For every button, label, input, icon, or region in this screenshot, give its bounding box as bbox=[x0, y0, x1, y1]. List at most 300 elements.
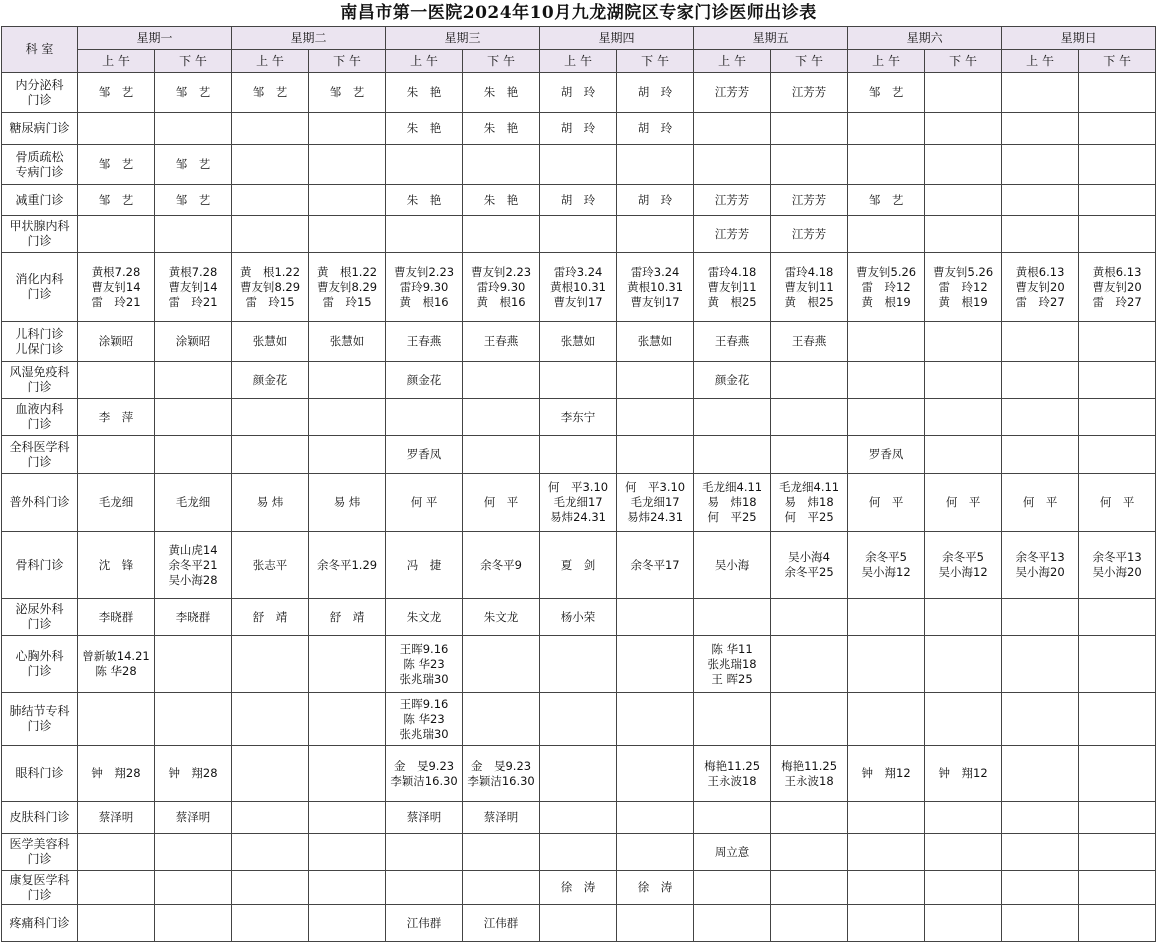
schedule-cell bbox=[463, 145, 540, 185]
schedule-cell bbox=[1079, 636, 1156, 693]
schedule-cell bbox=[386, 322, 463, 362]
schedule-cell bbox=[771, 746, 848, 802]
schedule-cell bbox=[617, 802, 694, 834]
dept-cell bbox=[2, 216, 78, 253]
doctor-entry: 余冬平13 bbox=[1092, 550, 1142, 564]
schedule-cell bbox=[848, 599, 925, 636]
schedule-cell bbox=[617, 636, 694, 693]
schedule-cell bbox=[694, 113, 771, 145]
schedule-cell bbox=[232, 532, 309, 599]
session-header-pm: 下 午 bbox=[925, 50, 1002, 73]
schedule-cell bbox=[617, 871, 694, 905]
doctor-entry: 邹 艺 bbox=[98, 85, 134, 99]
schedule-cell bbox=[848, 145, 925, 185]
day-header-sun: 星期日 bbox=[1002, 27, 1156, 50]
schedule-cell bbox=[848, 399, 925, 436]
schedule-cell bbox=[1079, 693, 1156, 746]
doctor-entry: 黄 根25 bbox=[784, 294, 834, 309]
schedule-cell bbox=[925, 746, 1002, 802]
dept-label: 门诊 bbox=[27, 380, 52, 394]
schedule-cell bbox=[386, 216, 463, 253]
schedule-cell bbox=[1079, 216, 1156, 253]
page-title: 南昌市第一医院2024年10月九龙湖院区专家门诊医师出诊表 bbox=[340, 3, 817, 23]
dept-label: 内分泌科 bbox=[15, 77, 64, 92]
doctor-entry: 黄 根16 bbox=[476, 294, 526, 309]
schedule-cell bbox=[386, 746, 463, 802]
schedule-cell bbox=[848, 802, 925, 834]
schedule-cell bbox=[1002, 399, 1079, 436]
doctor-entry: 黄 根19 bbox=[938, 294, 988, 309]
table-row bbox=[2, 185, 1156, 216]
schedule-cell bbox=[309, 599, 386, 636]
doctor-entry: 雷 玲15 bbox=[245, 294, 295, 309]
doctor-entry: 蔡泽明 bbox=[98, 810, 134, 824]
schedule-cell bbox=[771, 145, 848, 185]
schedule-cell bbox=[309, 834, 386, 871]
schedule-cell bbox=[1079, 113, 1156, 145]
schedule-cell bbox=[155, 322, 232, 362]
schedule-cell bbox=[694, 746, 771, 802]
schedule-cell bbox=[386, 871, 463, 905]
schedule-cell bbox=[694, 145, 771, 185]
schedule-cell bbox=[309, 905, 386, 942]
schedule-cell bbox=[78, 253, 155, 322]
doctor-entry: 易 炜 bbox=[333, 495, 361, 509]
doctor-entry: 朱文龙 bbox=[483, 609, 519, 624]
schedule-cell bbox=[386, 253, 463, 322]
schedule-cell bbox=[309, 871, 386, 905]
schedule-cell bbox=[463, 322, 540, 362]
doctor-entry: 毛龙细 bbox=[98, 495, 134, 509]
doctor-entry: 张慧如 bbox=[560, 334, 596, 348]
schedule-cell bbox=[540, 399, 617, 436]
schedule-cell bbox=[155, 185, 232, 216]
doctor-entry: 张慧如 bbox=[637, 334, 673, 348]
schedule-cell bbox=[155, 599, 232, 636]
doctor-entry: 王春燕 bbox=[714, 334, 750, 348]
schedule-cell bbox=[925, 185, 1002, 216]
doctor-entry: 黄山虎14 bbox=[168, 542, 218, 557]
schedule-cell bbox=[78, 599, 155, 636]
schedule-cell bbox=[155, 871, 232, 905]
schedule-cell bbox=[232, 113, 309, 145]
doctor-entry: 雷玲9.30 bbox=[399, 279, 449, 294]
schedule-cell bbox=[1079, 362, 1156, 399]
schedule-cell bbox=[155, 693, 232, 746]
doctor-entry: 余冬平5 bbox=[942, 550, 984, 564]
doctor-entry: 胡 玲 bbox=[560, 121, 596, 135]
table-row bbox=[2, 73, 1156, 113]
doctor-entry: 曹友钊20 bbox=[1092, 279, 1142, 294]
table-row bbox=[2, 436, 1156, 474]
doctor-entry: 王永波18 bbox=[707, 773, 757, 788]
doctor-entry: 吴小海12 bbox=[938, 565, 988, 579]
schedule-cell bbox=[78, 905, 155, 942]
doctor-entry: 吴小海20 bbox=[1092, 565, 1142, 579]
schedule-cell bbox=[771, 399, 848, 436]
doctor-entry: 朱文龙 bbox=[406, 609, 442, 624]
schedule-cell bbox=[309, 474, 386, 532]
dept-cell bbox=[2, 599, 78, 636]
doctor-entry: 陈 华28 bbox=[95, 664, 137, 678]
dept-cell bbox=[2, 253, 78, 322]
schedule-cell bbox=[155, 362, 232, 399]
schedule-cell bbox=[232, 693, 309, 746]
doctor-entry: 邹 艺 bbox=[868, 85, 904, 99]
doctor-entry: 张志平 bbox=[252, 557, 288, 572]
doctor-entry: 雷 玲21 bbox=[91, 294, 141, 309]
schedule-cell bbox=[925, 834, 1002, 871]
session-header-pm: 下 午 bbox=[463, 50, 540, 73]
table-row bbox=[2, 253, 1156, 322]
doctor-entry: 何 平25 bbox=[707, 510, 757, 524]
schedule-cell bbox=[463, 834, 540, 871]
schedule-cell bbox=[463, 871, 540, 905]
schedule-cell bbox=[694, 216, 771, 253]
doctor-entry: 吴小海4 bbox=[788, 550, 830, 564]
session-header-am: 上 午 bbox=[78, 50, 155, 73]
doctor-entry: 李晓群 bbox=[98, 609, 134, 624]
doctor-entry: 黄 根1.22 bbox=[239, 264, 301, 279]
day-header-sat: 星期六 bbox=[848, 27, 1002, 50]
doctor-entry: 毛龙细4.11 bbox=[779, 480, 840, 494]
doctor-entry: 罗香凤 bbox=[868, 447, 904, 461]
schedule-cell bbox=[1002, 436, 1079, 474]
schedule-cell bbox=[694, 802, 771, 834]
dept-label: 康复医学科 bbox=[9, 872, 70, 887]
schedule-cell bbox=[1002, 636, 1079, 693]
schedule-cell bbox=[232, 905, 309, 942]
schedule-cell bbox=[617, 746, 694, 802]
schedule-cell bbox=[771, 802, 848, 834]
schedule-cell bbox=[232, 362, 309, 399]
dept-cell bbox=[2, 474, 78, 532]
schedule-cell bbox=[78, 185, 155, 216]
schedule-cell bbox=[771, 113, 848, 145]
schedule-cell bbox=[155, 145, 232, 185]
table-row bbox=[2, 474, 1156, 532]
dept-cell bbox=[2, 636, 78, 693]
schedule-cell bbox=[1079, 253, 1156, 322]
doctor-entry: 蔡泽明 bbox=[483, 810, 519, 824]
doctor-entry: 颜金花 bbox=[252, 372, 288, 387]
doctor-entry: 王晖9.16 bbox=[399, 696, 449, 711]
doctor-entry: 周立意 bbox=[714, 844, 750, 859]
doctor-entry: 雷玲4.18 bbox=[784, 264, 834, 279]
dept-cell bbox=[2, 746, 78, 802]
doctor-entry: 黄根7.28 bbox=[91, 264, 141, 279]
schedule-cell bbox=[540, 693, 617, 746]
schedule-cell bbox=[925, 871, 1002, 905]
dept-label: 门诊 bbox=[27, 417, 52, 431]
dept-label: 甲状腺内科 bbox=[9, 219, 70, 233]
dept-label: 消化内科 bbox=[15, 272, 64, 286]
doctor-entry: 何 平3.10 bbox=[625, 480, 686, 494]
doctor-entry: 王晖9.16 bbox=[399, 641, 449, 656]
schedule-cell bbox=[1079, 399, 1156, 436]
schedule-cell bbox=[155, 905, 232, 942]
schedule-cell bbox=[925, 802, 1002, 834]
dept-cell bbox=[2, 905, 78, 942]
dept-label: 儿保门诊 bbox=[15, 341, 64, 356]
schedule-cell bbox=[78, 636, 155, 693]
schedule-cell bbox=[309, 399, 386, 436]
schedule-cell bbox=[694, 532, 771, 599]
schedule-cell bbox=[540, 599, 617, 636]
doctor-entry: 何 平 bbox=[1099, 495, 1135, 509]
schedule-cell bbox=[771, 216, 848, 253]
dept-cell bbox=[2, 322, 78, 362]
schedule-cell bbox=[617, 474, 694, 532]
schedule-cell bbox=[1002, 802, 1079, 834]
schedule-cell bbox=[232, 834, 309, 871]
doctor-entry: 曹友钊8.29 bbox=[239, 279, 301, 294]
schedule-cell bbox=[1002, 532, 1079, 599]
schedule-cell bbox=[78, 322, 155, 362]
dept-cell bbox=[2, 802, 78, 834]
dept-cell bbox=[2, 532, 78, 599]
doctor-entry: 曹友钊2.23 bbox=[393, 264, 455, 279]
schedule-cell bbox=[848, 253, 925, 322]
schedule-cell bbox=[617, 362, 694, 399]
dept-label: 疼痛科门诊 bbox=[9, 915, 70, 930]
doctor-entry: 雷 玲21 bbox=[168, 294, 218, 309]
schedule-cell bbox=[694, 905, 771, 942]
doctor-entry: 李颖洁16.30 bbox=[390, 773, 458, 788]
doctor-entry: 雷玲3.24 bbox=[630, 264, 680, 279]
schedule-cell bbox=[232, 216, 309, 253]
schedule-cell bbox=[155, 636, 232, 693]
schedule-cell bbox=[848, 322, 925, 362]
schedule-cell bbox=[925, 113, 1002, 145]
schedule-cell bbox=[925, 145, 1002, 185]
doctor-entry: 胡 玲 bbox=[637, 85, 673, 99]
schedule-cell bbox=[155, 532, 232, 599]
schedule-cell bbox=[540, 113, 617, 145]
schedule-cell bbox=[232, 253, 309, 322]
doctor-entry: 李东宁 bbox=[560, 409, 596, 424]
dept-label: 医学美容科 bbox=[9, 837, 70, 851]
doctor-entry: 颜金花 bbox=[714, 372, 750, 387]
session-header-pm: 下 午 bbox=[309, 50, 386, 73]
doctor-entry: 何 平25 bbox=[784, 510, 834, 524]
schedule-cell bbox=[309, 216, 386, 253]
doctor-entry: 曹友钊14 bbox=[168, 279, 218, 294]
doctor-entry: 陈 华11 bbox=[711, 641, 753, 656]
schedule-cell bbox=[386, 113, 463, 145]
doctor-entry: 张兆瑞30 bbox=[399, 671, 449, 686]
schedule-cell bbox=[540, 253, 617, 322]
schedule-cell bbox=[771, 905, 848, 942]
doctor-entry: 江芳芳 bbox=[714, 85, 750, 99]
doctor-entry: 雷玲3.24 bbox=[553, 264, 603, 279]
doctor-entry: 曹友钊17 bbox=[630, 294, 680, 309]
session-header-am: 上 午 bbox=[694, 50, 771, 73]
session-header-am: 上 午 bbox=[386, 50, 463, 73]
doctor-entry: 余冬平25 bbox=[784, 565, 834, 579]
schedule-cell bbox=[386, 73, 463, 113]
doctor-entry: 邹 艺 bbox=[175, 192, 211, 207]
schedule-cell bbox=[848, 905, 925, 942]
doctor-entry: 江芳芳 bbox=[714, 226, 750, 241]
schedule-cell bbox=[617, 599, 694, 636]
schedule-cell bbox=[386, 185, 463, 216]
doctor-entry: 黄 根19 bbox=[861, 294, 911, 309]
doctor-entry: 曹友钊5.26 bbox=[933, 264, 994, 279]
schedule-cell bbox=[232, 322, 309, 362]
schedule-cell bbox=[540, 746, 617, 802]
doctor-entry: 曾新敏14.21 bbox=[82, 649, 150, 663]
schedule-cell bbox=[694, 693, 771, 746]
schedule-cell bbox=[386, 834, 463, 871]
schedule-table bbox=[1, 26, 1156, 942]
schedule-cell bbox=[309, 185, 386, 216]
doctor-entry: 胡 玲 bbox=[637, 121, 673, 135]
doctor-entry: 梅艳11.25 bbox=[704, 758, 761, 773]
schedule-cell bbox=[463, 693, 540, 746]
schedule-cell bbox=[386, 436, 463, 474]
table-row bbox=[2, 113, 1156, 145]
schedule-cell bbox=[1002, 145, 1079, 185]
schedule-cell bbox=[925, 693, 1002, 746]
doctor-entry: 余冬平17 bbox=[630, 557, 680, 572]
schedule-cell bbox=[1002, 599, 1079, 636]
doctor-entry: 舒 靖 bbox=[252, 609, 288, 624]
doctor-entry: 余冬平21 bbox=[168, 557, 218, 572]
doctor-entry: 邹 艺 bbox=[252, 85, 288, 99]
doctor-entry: 杨小荣 bbox=[560, 609, 596, 624]
schedule-cell bbox=[232, 636, 309, 693]
doctor-entry: 何 平 bbox=[1022, 495, 1058, 509]
schedule-cell bbox=[1079, 532, 1156, 599]
doctor-entry: 徐 涛 bbox=[637, 880, 673, 894]
dept-label: 门诊 bbox=[27, 617, 52, 631]
schedule-cell bbox=[386, 362, 463, 399]
schedule-cell bbox=[540, 322, 617, 362]
table-row bbox=[2, 532, 1156, 599]
doctor-entry: 雷 玲12 bbox=[938, 279, 988, 294]
schedule-cell bbox=[848, 436, 925, 474]
dept-label: 泌尿外科 bbox=[15, 602, 64, 616]
table-row bbox=[2, 636, 1156, 693]
schedule-cell bbox=[232, 185, 309, 216]
schedule-cell bbox=[1002, 871, 1079, 905]
doctor-entry: 钟 翔28 bbox=[91, 766, 141, 780]
table-row bbox=[2, 216, 1156, 253]
schedule-cell bbox=[848, 362, 925, 399]
schedule-cell bbox=[1002, 746, 1079, 802]
schedule-cell bbox=[540, 834, 617, 871]
schedule-cell bbox=[617, 185, 694, 216]
schedule-cell bbox=[617, 436, 694, 474]
dept-cell bbox=[2, 399, 78, 436]
schedule-cell bbox=[617, 834, 694, 871]
schedule-cell bbox=[463, 802, 540, 834]
doctor-entry: 易 炜 bbox=[256, 495, 284, 509]
table-row bbox=[2, 802, 1156, 834]
schedule-cell bbox=[848, 216, 925, 253]
schedule-cell bbox=[771, 436, 848, 474]
table-row bbox=[2, 905, 1156, 942]
schedule-cell bbox=[232, 871, 309, 905]
session-header-am: 上 午 bbox=[1002, 50, 1079, 73]
schedule-cell bbox=[848, 693, 925, 746]
schedule-cell bbox=[848, 746, 925, 802]
schedule-cell bbox=[309, 113, 386, 145]
dept-label: 血液内科 bbox=[15, 402, 64, 416]
schedule-cell bbox=[771, 636, 848, 693]
day-header-mon: 星期一 bbox=[78, 27, 232, 50]
schedule-cell bbox=[694, 474, 771, 532]
schedule-cell bbox=[540, 145, 617, 185]
schedule-cell bbox=[78, 532, 155, 599]
schedule-cell bbox=[463, 399, 540, 436]
schedule-cell bbox=[925, 322, 1002, 362]
dept-label: 门诊 bbox=[27, 454, 52, 469]
schedule-cell bbox=[540, 905, 617, 942]
schedule-cell bbox=[386, 145, 463, 185]
schedule-cell bbox=[771, 474, 848, 532]
session-header-pm: 下 午 bbox=[155, 50, 232, 73]
doctor-entry: 江芳芳 bbox=[791, 192, 827, 207]
session-header-am: 上 午 bbox=[232, 50, 309, 73]
schedule-cell bbox=[925, 905, 1002, 942]
doctor-entry: 曹友钊2.23 bbox=[470, 264, 532, 279]
schedule-cell bbox=[78, 216, 155, 253]
schedule-cell bbox=[78, 802, 155, 834]
schedule-cell bbox=[771, 73, 848, 113]
schedule-cell bbox=[78, 113, 155, 145]
dept-label: 减重门诊 bbox=[15, 192, 64, 207]
doctor-entry: 何 平 bbox=[868, 495, 904, 509]
schedule-cell bbox=[463, 73, 540, 113]
doctor-entry: 蔡泽明 bbox=[406, 810, 442, 824]
schedule-cell bbox=[925, 532, 1002, 599]
schedule-cell bbox=[1002, 905, 1079, 942]
schedule-cell bbox=[771, 185, 848, 216]
doctor-entry: 胡 玲 bbox=[560, 85, 596, 99]
schedule-cell bbox=[1079, 145, 1156, 185]
schedule-cell bbox=[463, 362, 540, 399]
schedule-cell bbox=[540, 362, 617, 399]
doctor-entry: 江芳芳 bbox=[791, 226, 827, 241]
schedule-cell bbox=[155, 436, 232, 474]
dept-label: 骨质疏松 bbox=[15, 149, 64, 164]
doctor-entry: 吴小海12 bbox=[861, 565, 911, 579]
schedule-cell bbox=[232, 746, 309, 802]
doctor-entry: 毛龙细17 bbox=[553, 495, 603, 509]
schedule-cell bbox=[925, 362, 1002, 399]
dept-label: 门诊 bbox=[27, 92, 52, 107]
table-row bbox=[2, 362, 1156, 399]
doctor-entry: 余冬平9 bbox=[480, 557, 522, 572]
doctor-entry: 邹 艺 bbox=[329, 85, 365, 99]
doctor-entry: 余冬平13 bbox=[1015, 550, 1065, 564]
schedule-cell bbox=[617, 905, 694, 942]
schedule-cell bbox=[1002, 322, 1079, 362]
doctor-entry: 金 旻9.23 bbox=[393, 758, 455, 773]
schedule-cell bbox=[771, 599, 848, 636]
dept-label: 普外科门诊 bbox=[9, 495, 70, 509]
dept-label: 肺结节专科 bbox=[9, 704, 70, 718]
schedule-cell bbox=[925, 474, 1002, 532]
table-row bbox=[2, 399, 1156, 436]
schedule-cell bbox=[78, 693, 155, 746]
schedule-cell bbox=[386, 532, 463, 599]
doctor-entry: 夏 剑 bbox=[560, 557, 596, 572]
doctor-entry: 邹 艺 bbox=[98, 192, 134, 207]
schedule-cell bbox=[1079, 834, 1156, 871]
